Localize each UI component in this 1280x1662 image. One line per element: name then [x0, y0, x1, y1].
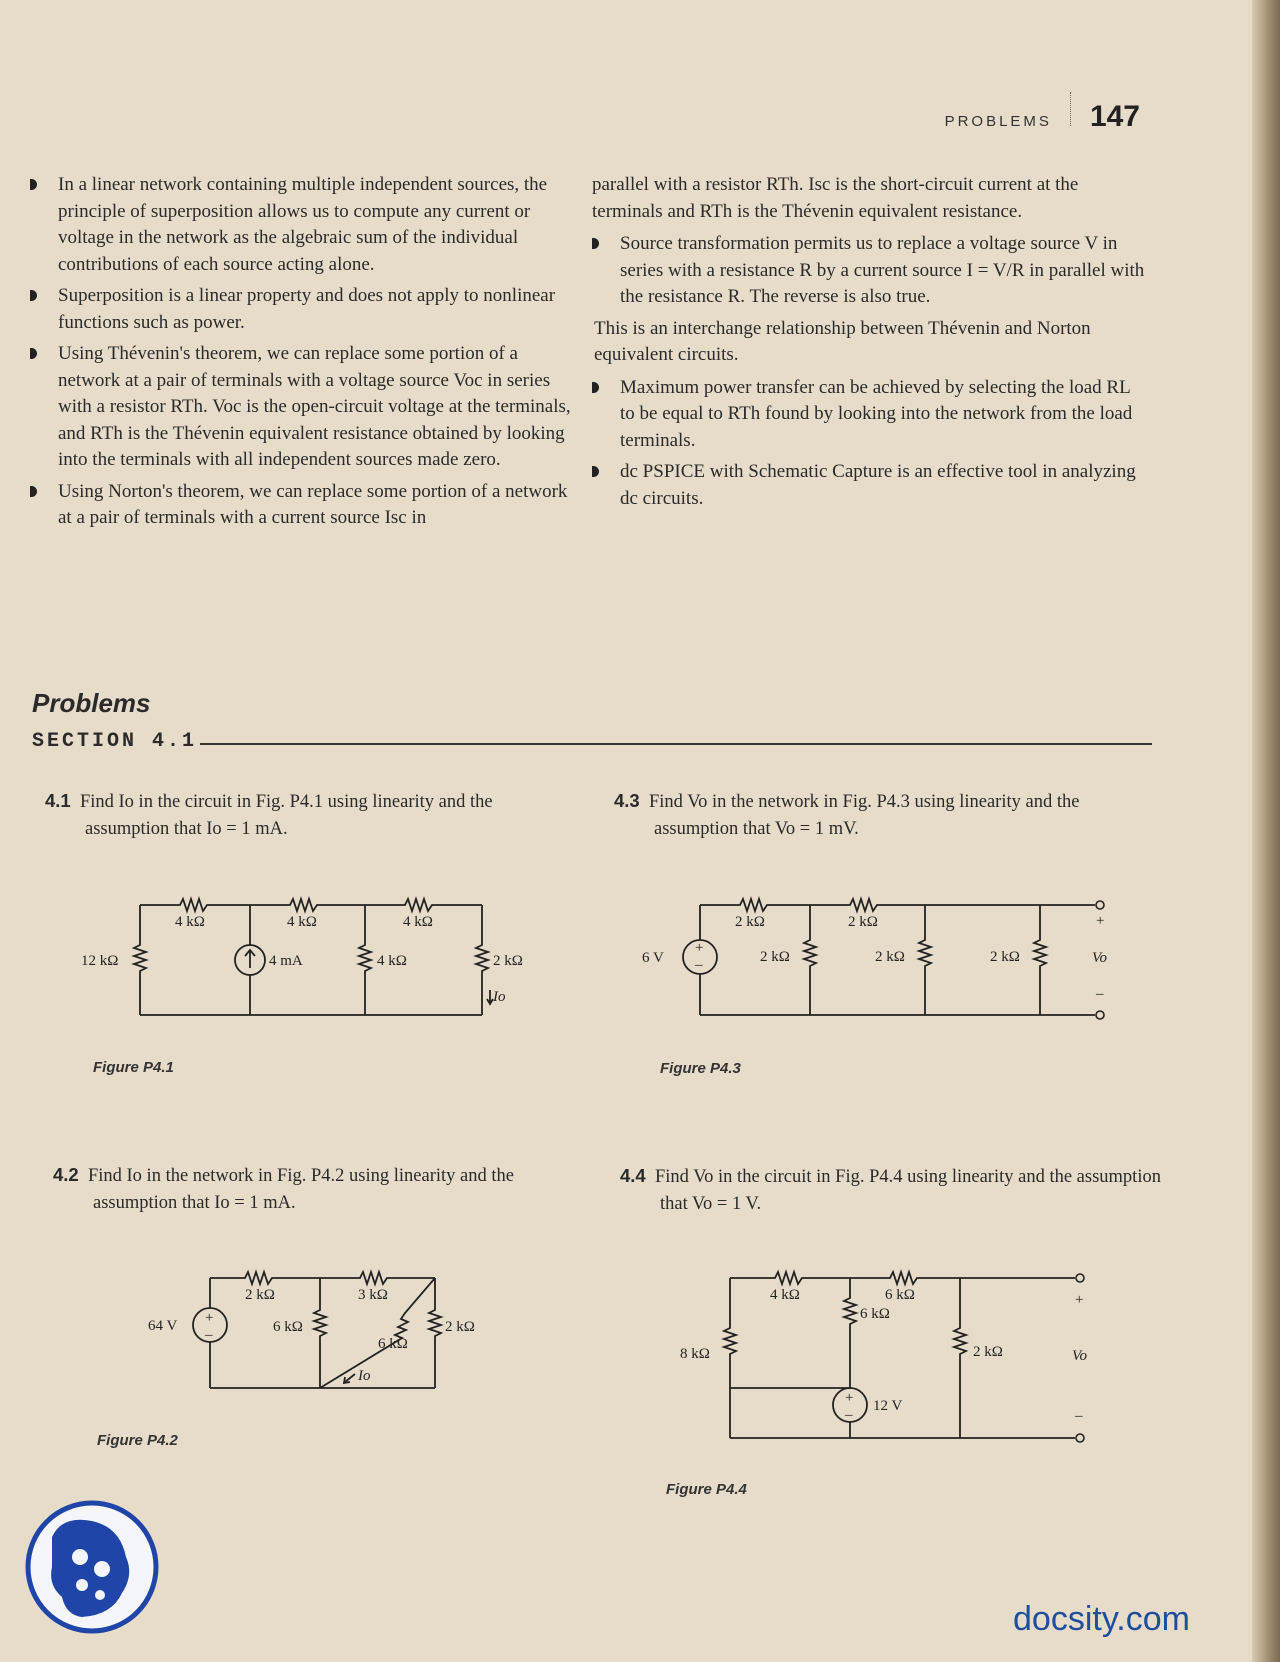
polarity-plus: + — [845, 1390, 854, 1406]
terminal-plus: + — [1096, 913, 1105, 929]
current-label: Io — [358, 1368, 371, 1384]
resistor-label: 4 kΩ — [403, 914, 433, 930]
source-label: 6 V — [642, 950, 664, 966]
summary-bullet: dc PSPICE with Schematic Capture is an effective tool in analyzing dc circuits. — [592, 459, 1147, 512]
circuit-p4-3 — [640, 895, 1120, 1025]
problem-number: 4.2 — [53, 1164, 79, 1185]
problem-4-4 — [620, 1162, 1165, 1218]
problem-text: Find Io in the network in Fig. P4.2 using linearity and the assumption that Io = 1 mA. — [87, 1166, 514, 1213]
docsity-brand[interactable]: docsity.com — [1013, 1600, 1190, 1638]
page-header — [945, 92, 1140, 134]
source-label: 12 V — [873, 1398, 903, 1414]
bullet-marker-icon — [30, 179, 37, 190]
bullet-marker-icon — [592, 382, 599, 393]
problem-number: 4.1 — [45, 790, 71, 811]
resistor-label: 2 kΩ — [760, 949, 790, 965]
figure-caption: Figure P4.3 — [660, 1060, 741, 1077]
resistor-label: 4 kΩ — [377, 953, 407, 969]
problem-4-3 — [614, 787, 1159, 843]
resistor-label: 3 kΩ — [358, 1287, 388, 1303]
polarity-minus: – — [695, 957, 703, 973]
resistor-label: 6 kΩ — [885, 1287, 915, 1303]
resistor-label: 6 kΩ — [378, 1336, 408, 1352]
book-spine-shadow — [1252, 0, 1280, 1662]
resistor-label: 6 kΩ — [860, 1306, 890, 1322]
resistor-label: 4 kΩ — [175, 914, 205, 930]
bullet-marker-icon — [592, 466, 599, 477]
voltage-label: Vo — [1092, 950, 1107, 966]
summary-bullet: Source transformation permits us to replace a voltage source V in series with a resistance R by a current source I = V/R in parallel with the resistance R. The reverse is also true. — [592, 231, 1147, 311]
figure-caption: Figure P4.2 — [97, 1432, 178, 1449]
bullet-marker-icon — [30, 348, 37, 359]
problems-heading: Problems — [32, 688, 151, 718]
page-number: 147 — [1089, 100, 1140, 133]
bullet-marker-icon — [30, 290, 37, 301]
bullet-marker-icon — [592, 238, 599, 249]
terminal-plus: + — [1075, 1292, 1084, 1308]
summary-bullet: Maximum power transfer can be achieved by selecting the load RL to be equal to RTh found by looking into the network from the load terminals. — [592, 375, 1147, 455]
circuit-p4-2 — [140, 1268, 520, 1398]
terminal-minus: – — [1075, 1408, 1083, 1424]
figure-caption: Figure P4.1 — [93, 1059, 174, 1076]
polarity-plus: + — [205, 1310, 214, 1326]
current-label: Io — [493, 989, 506, 1005]
resistor-label: 2 kΩ — [990, 949, 1020, 965]
resistor-label: 8 kΩ — [680, 1346, 710, 1362]
summary-continuation: parallel with a resistor RTh. Isc is the short-circuit current at the terminals and RTh is the Thévenin equivalent resistance. — [592, 174, 1079, 222]
problem-number: 4.3 — [614, 790, 640, 811]
resistor-label: 2 kΩ — [875, 949, 905, 965]
problem-4-1 — [45, 787, 575, 843]
circuit-p4-4 — [675, 1268, 1095, 1448]
resistor-label: 4 kΩ — [770, 1287, 800, 1303]
bullet-marker-icon — [30, 486, 37, 497]
problem-text: Find Vo in the circuit in Fig. P4.4 using linearity and the assumption that Vo = 1 V. — [654, 1167, 1161, 1214]
source-label: 64 V — [148, 1318, 178, 1334]
summary-right-column — [592, 172, 1147, 517]
resistor-label: 2 kΩ — [245, 1287, 275, 1303]
docsity-logo-icon — [22, 1497, 162, 1637]
summary-bullet: Using Thévenin's theorem, we can replace some portion of a network at a pair of terminals with a voltage source Voc in series with a resistor RTh. Voc is the open-circuit voltage at the terminals, and RTh is the Thévenin equivalent resistance obtained by looking into the terminals with all independent sources made zero. — [30, 341, 575, 474]
resistor-label: 2 kΩ — [445, 1319, 475, 1335]
summary-bullet: Superposition is a linear property and does not apply to nonlinear functions such as power. — [30, 283, 575, 336]
running-title: PROBLEMS — [944, 113, 1052, 130]
polarity-minus: – — [845, 1407, 853, 1423]
problem-text: Find Io in the circuit in Fig. P4.1 using linearity and the assumption that Io = 1 mA. — [79, 792, 493, 839]
summary-left-column — [30, 172, 575, 537]
section-rule — [200, 743, 1152, 745]
voltage-label: Vo — [1072, 1348, 1087, 1364]
figure-caption: Figure P4.4 — [666, 1481, 747, 1498]
problem-4-2 — [53, 1161, 598, 1217]
problem-number: 4.4 — [620, 1165, 646, 1186]
summary-bullet: Using Norton's theorem, we can replace some portion of a network at a pair of terminals with a current source Isc in — [30, 479, 575, 532]
resistor-label: 2 kΩ — [848, 914, 878, 930]
circuit-p4-1 — [75, 895, 523, 1025]
header-divider — [1070, 92, 1072, 126]
source-label: 4 mA — [269, 953, 303, 969]
problem-text: Find Vo in the network in Fig. P4.3 using linearity and the assumption that Vo = 1 mV. — [648, 792, 1080, 839]
summary-bullet: In a linear network containing multiple independent sources, the principle of superposition allows us to compute any current or voltage in the network as the algebraic sum of the individual contributions of each source acting alone. — [30, 172, 575, 278]
terminal-minus: – — [1096, 986, 1104, 1002]
resistor-label: 2 kΩ — [493, 953, 523, 969]
polarity-plus: + — [695, 940, 704, 956]
resistor-label: 2 kΩ — [735, 914, 765, 930]
polarity-minus: – — [205, 1327, 213, 1343]
resistor-label: 2 kΩ — [973, 1344, 1003, 1360]
resistor-label: 6 kΩ — [273, 1319, 303, 1335]
resistor-label: 4 kΩ — [287, 914, 317, 930]
summary-paragraph: This is an interchange relationship between Thévenin and Norton equivalent circuits. — [594, 317, 1091, 365]
section-heading: SECTION 4.1 — [32, 730, 198, 753]
resistor-label: 12 kΩ — [81, 953, 119, 969]
